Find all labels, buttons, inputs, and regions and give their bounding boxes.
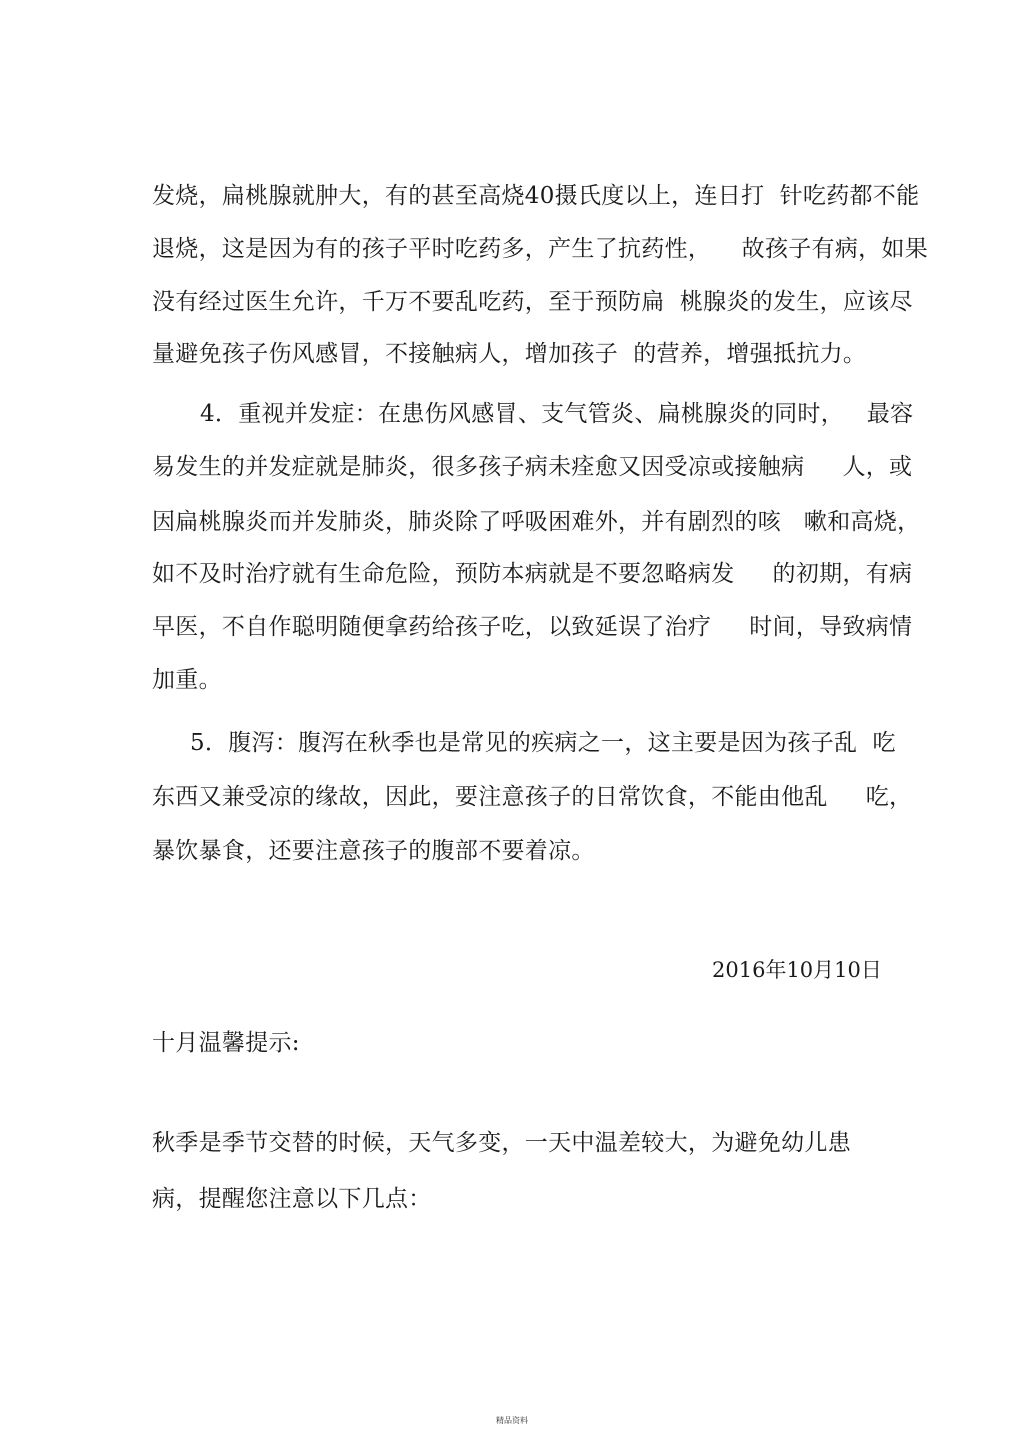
paragraph-2-line-5: 早医，不自作聪明随便拿药给孩子吃，以致延误了治疗 时间，导致病情	[152, 614, 913, 640]
paragraph-1-line-3: 没有经过医生允许，千万不要乱吃药，至于预防扁 桃腺炎的发生，应该尽	[152, 289, 913, 315]
paragraph-4-line-2: 病，提醒您注意以下几点：	[152, 1186, 432, 1212]
tip-heading: 十月温馨提示:	[152, 1030, 300, 1056]
paragraph-3-line-3: 暴饮暴食，还要注意孩子的腹部不要着凉。	[152, 838, 595, 864]
paragraph-3-line-2: 东西又兼受凉的缘故，因此，要注意孩子的日常饮食，不能由他乱 吃，	[152, 784, 913, 810]
paragraph-2-line-3: 因扁桃腺炎而并发肺炎，肺炎除了呼吸困难外，并有剧烈的咳 嗽和高烧，	[152, 509, 921, 535]
paragraph-1-line-1: 发烧，扁桃腺就肿大，有的甚至高烧40摄氏度以上，连日打 针吃药都不能	[152, 183, 920, 209]
page-footer: 精品资料	[496, 1416, 528, 1425]
paragraph-3-line-1: 5．腹泻：腹泻在秋季也是常见的疾病之一，这主要是因为孩子乱 吃	[190, 730, 896, 756]
paragraph-1-line-4: 量避免孩子伤风感冒，不接触病人，增加孩子 的营养，增强抵抗力。	[152, 341, 867, 367]
paragraph-2-line-6: 加重。	[152, 667, 222, 693]
paragraph-2-line-4: 如不及时治疗就有生命危险，预防本病就是不要忽略病发 的初期，有病	[152, 561, 913, 587]
paragraph-4-line-1: 秋季是季节交替的时候，天气多变，一天中温差较大，为避免幼儿患	[152, 1130, 851, 1156]
document-date: 2016年10月10日	[712, 958, 882, 982]
paragraph-2-line-2: 易发生的并发症就是肺炎，很多孩子病未痊愈又因受凉或接触病 人，或	[152, 454, 913, 480]
paragraph-1-line-2: 退烧，这是因为有的孩子平时吃药多，产生了抗药性， 故孩子有病，如果	[152, 236, 929, 262]
paragraph-2-line-1: 4．重视并发症：在患伤风感冒、支气管炎、扁桃腺炎的同时， 最容	[200, 401, 914, 427]
